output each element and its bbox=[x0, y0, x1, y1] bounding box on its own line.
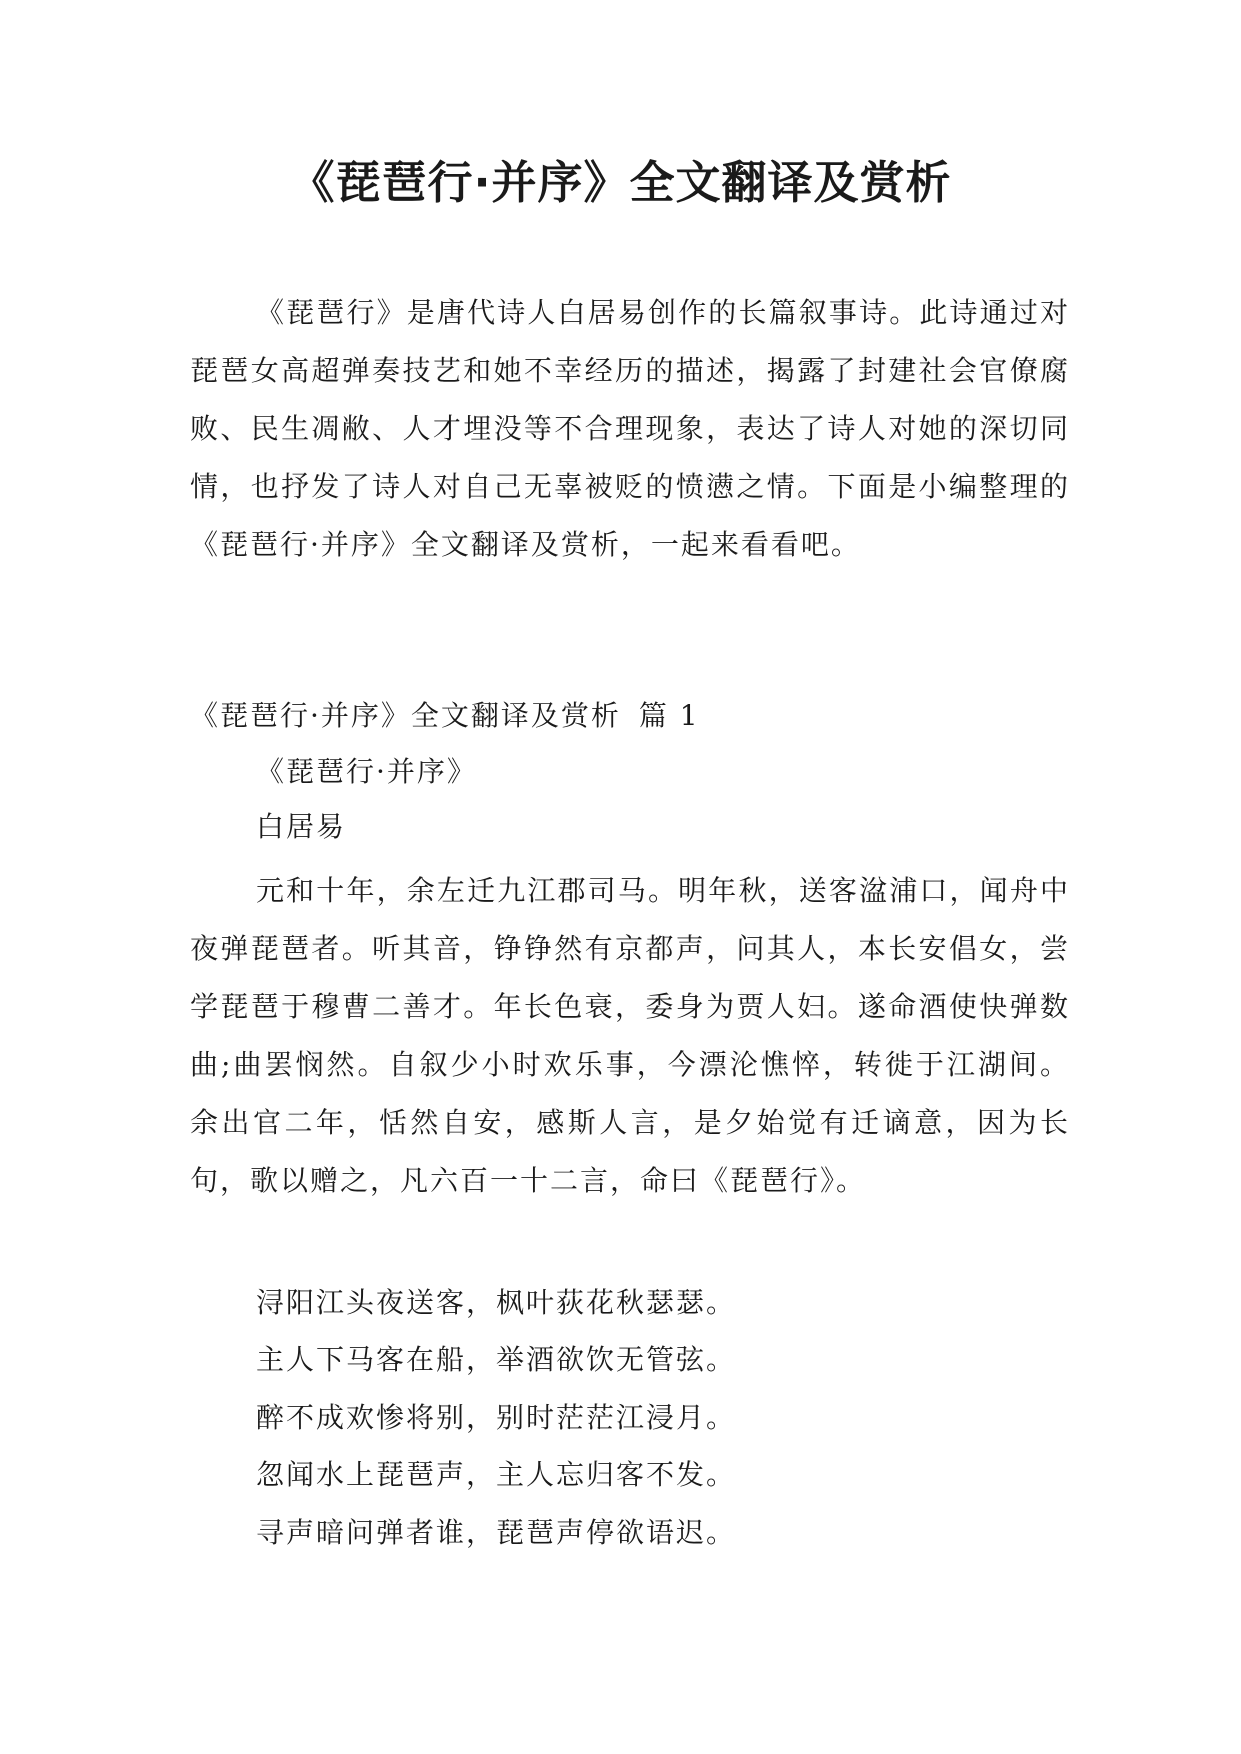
poem-line: 寻声暗问弹者谁，琵琶声停欲语迟。 bbox=[256, 1516, 737, 1549]
section-heading-title: 《琵琶行·并序》全文翻译及赏析 bbox=[190, 699, 621, 732]
poem-line: 忽闻水上琵琶声，主人忘归客不发。 bbox=[256, 1458, 737, 1491]
section-heading bbox=[190, 696, 700, 736]
intro-paragraph: 《琵琶行》是唐代诗人白居易创作的长篇叙事诗。此诗通过对琵琶女高超弹奏技艺和她不幸经历的描述，揭露了封建社会官僚腐败、民生凋敝、人才埋没等不合理现象，表达了诗人对她的深切同情，也抒发了诗人对自己无辜被贬的愤懑之情。下面是小编整理的《琵琶行·并序》全文翻译及赏析，一起来看看吧。 bbox=[190, 296, 1070, 561]
poem-line: 主人下马客在船，举酒欲饮无管弦。 bbox=[256, 1343, 737, 1376]
poem-title: 《琵琶行·并序》 bbox=[256, 755, 477, 788]
poem-preface: 元和十年，余左迁九江郡司马。明年秋，送客湓浦口，闻舟中夜弹琵琶者。听其音，铮铮然有京都声，问其人，本长安倡女，尝学琵琶于穆曹二善才。年长色衰，委身为贾人妇。遂命酒使快弹数曲;曲罢悯然。自叙少小时欢乐事，今漂沦憔悴，转徙于江湖间。余出官二年，恬然自安，感斯人言，是夕始觉有迁谪意，因为长句，歌以赠之，凡六百一十二言，命曰《琵琶行》。 bbox=[190, 874, 1070, 1197]
poem-line: 醉不成欢惨将别，别时茫茫江浸月。 bbox=[256, 1401, 737, 1434]
document-title: 《琵琶行·并序》全文翻译及赏析 bbox=[289, 156, 952, 209]
poem-author: 白居易 bbox=[256, 810, 347, 843]
poem-line: 浔阳江头夜送客，枫叶荻花秋瑟瑟。 bbox=[256, 1286, 737, 1319]
section-heading-label: 篇 1 bbox=[638, 699, 700, 732]
